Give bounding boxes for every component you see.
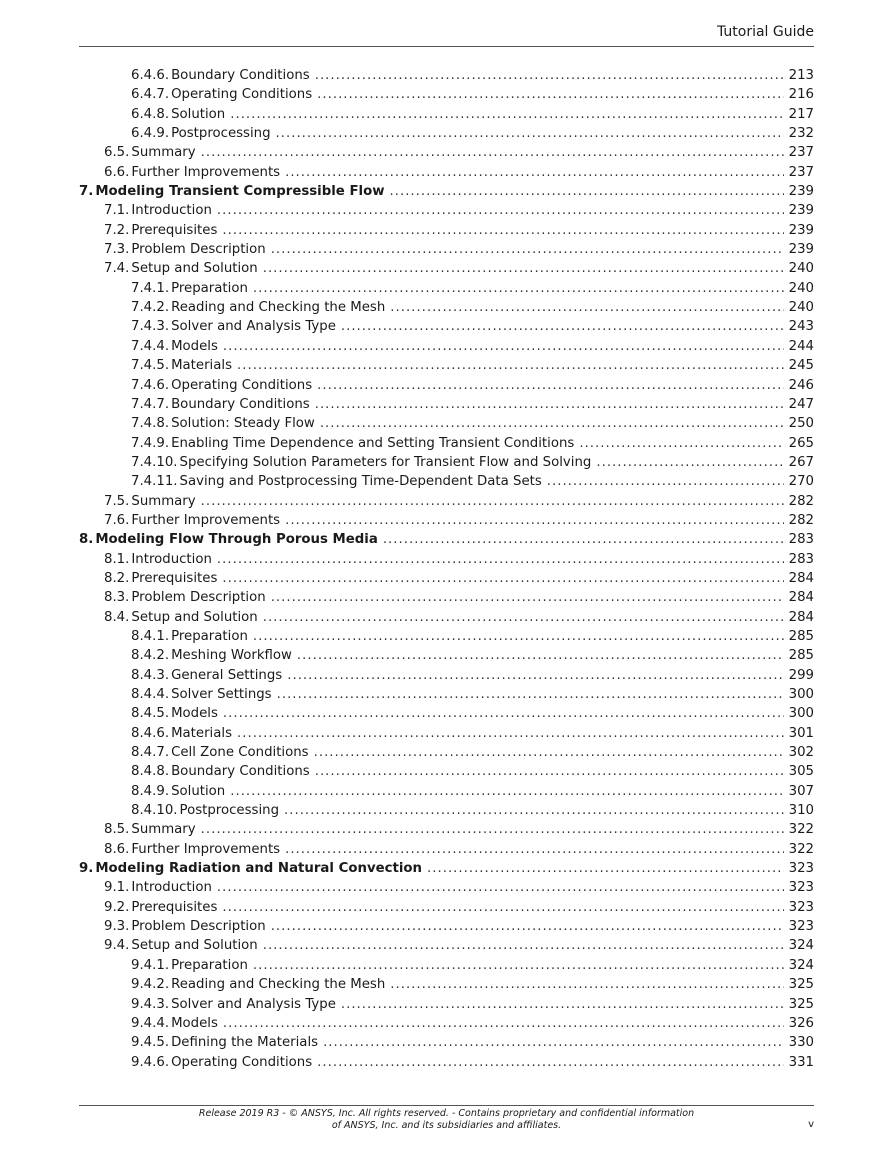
toc-dot-leader [253,956,784,975]
toc-entry[interactable] [79,182,814,201]
toc-entry[interactable] [79,472,814,491]
toc-entry-page: 323 [788,919,814,935]
toc-entry-number: 9.2. [104,899,130,915]
toc-entry-page: 267 [788,454,814,470]
toc-dot-leader [320,414,784,433]
toc-entry[interactable] [79,1014,814,1033]
toc-entry-page: 300 [788,687,814,702]
toc-entry[interactable] [79,530,814,549]
toc-entry-title: Problem Description [131,919,266,935]
toc-dot-leader [222,221,783,240]
toc-entry-title: Solution [171,106,226,122]
toc-entry[interactable] [79,337,814,356]
toc-dot-leader [579,434,783,453]
toc-entry-title: Summary [131,145,196,161]
toc-entry[interactable] [79,511,814,530]
toc-entry[interactable] [79,724,814,743]
toc-entry-number: 7.4.3. [131,319,170,335]
toc-entry-page: 244 [788,338,814,354]
toc-entry-page: 284 [788,570,814,586]
toc-entry-title: Reading and Checking the Mesh [171,300,386,316]
toc-entry-page: 239 [788,242,814,258]
toc-entry-page: 325 [788,977,814,993]
footer-copyright [79,1106,814,1132]
toc-entry[interactable] [79,492,814,511]
toc-dot-leader [253,627,784,646]
toc-entry-page: 239 [788,203,814,219]
toc-entry-number: 6.4.8. [131,106,170,122]
toc-entry[interactable] [79,762,814,781]
toc-entry-title: Materials [171,725,233,741]
toc-entry-number: 6.4.9. [131,126,170,142]
toc-entry-title: Saving and Postprocessing Time-Dependent Data Sets [179,474,542,490]
toc-entry-number: 8.5. [104,822,130,838]
toc-entry[interactable] [79,859,814,878]
toc-entry-page: 283 [788,551,814,567]
toc-entry-page: 240 [788,280,814,296]
toc-dot-leader [223,704,784,723]
toc-entry-page: 237 [788,164,814,180]
toc-entry-title: Setup and Solution [131,261,258,277]
toc-dot-leader [201,143,784,162]
toc-entry-page: 282 [788,512,814,528]
toc-dot-leader [237,356,784,375]
toc-dot-leader [287,666,783,685]
toc-entry-page: 310 [788,803,814,819]
toc-dot-leader [341,317,784,336]
toc-entry-page: 322 [788,841,814,857]
toc-entry-number: 6.4.7. [131,87,170,103]
toc-entry-title: Problem Description [131,242,266,258]
toc-entry-number: 8.1. [104,551,130,567]
toc-entry-page: 239 [788,184,814,200]
toc-entry-number: 7.6. [104,512,130,528]
toc-entry-title: Postprocessing [171,126,271,142]
toc-entry-page: 323 [788,861,814,877]
toc-entry[interactable] [79,221,814,240]
toc-dot-leader [315,66,784,85]
toc-entry-title: Further Improvements [131,841,281,857]
toc-entry-title: Further Improvements [131,512,281,528]
toc-entry-page: 250 [788,416,814,432]
toc-entry-number: 8.4.2. [131,648,170,664]
toc-dot-leader [217,878,784,897]
toc-dot-leader [390,298,783,317]
toc-dot-leader [223,1014,784,1033]
toc-entry-page: 247 [788,396,814,412]
toc-entry-number: 9.4.1. [131,957,170,973]
toc-entry-number: 9.4.5. [131,1035,170,1051]
toc-entry[interactable] [79,627,814,646]
toc-entry-number: 7. [79,184,94,200]
toc-dot-leader [390,975,783,994]
toc-entry-number: 8.6. [104,841,130,857]
toc-entry[interactable] [79,608,814,627]
toc-entry-number: 9.1. [104,880,130,896]
toc-entry-page: 284 [788,590,814,606]
toc-entry-number: 8.4.6. [131,725,170,741]
toc-dot-leader [297,646,784,665]
toc-entry[interactable] [79,105,814,124]
toc-dot-leader [230,105,783,124]
toc-dot-leader [201,492,784,511]
toc-entry[interactable] [79,820,814,839]
toc-entry-page: 322 [788,822,814,838]
toc-entry[interactable] [79,434,814,453]
toc-entry-title: Specifying Solution Parameters for Transient Flow and Solving [179,454,592,470]
toc-entry-number: 6.4.6. [131,68,170,83]
toc-entry-page: 326 [788,1015,814,1031]
toc-entry-page: 217 [788,106,814,122]
toc-entry-number: 8.3. [104,590,130,606]
toc-entry-page: 323 [788,880,814,896]
toc-entry-title: Solver and Analysis Type [171,319,336,335]
toc-entry-title: Preparation [171,957,248,973]
toc-entry-title: Summary [131,493,196,509]
toc-entry[interactable] [79,801,814,820]
toc-entry-page: 285 [788,628,814,644]
toc-entry-number: 8.2. [104,570,130,586]
toc-entry-page: 300 [788,706,814,722]
toc-dot-leader [253,279,784,298]
toc-entry[interactable] [79,240,814,259]
toc-entry-number: 7.1. [104,203,130,219]
toc-entry[interactable] [79,917,814,936]
toc-entry-page: 246 [788,377,814,393]
toc-entry[interactable] [79,1053,814,1072]
toc-entry-number: 7.2. [104,222,130,238]
toc-entry-title: Boundary Conditions [171,764,310,780]
footer-line-2: of ANSYS, Inc. and its subsidiaries and affiliates. [331,1120,562,1131]
toc-entry-page: 305 [788,764,814,780]
toc-entry-title: Prerequisites [131,899,218,915]
toc-entry[interactable] [79,85,814,104]
toc-entry-title: Solver Settings [171,687,272,702]
toc-dot-leader [314,743,784,762]
toc-entry-number: 7.4. [104,261,130,277]
toc-entry-number: 8.4.1. [131,628,170,644]
toc-dot-leader [201,820,784,839]
toc-entry[interactable] [79,163,814,182]
toc-entry-title: Modeling Flow Through Porous Media [95,532,378,548]
toc-entry-page: 216 [788,87,814,103]
toc-entry-page: 301 [788,725,814,741]
toc-entry-number: 8.4.4. [131,687,170,702]
toc-entry-number: 7.4.10. [131,454,178,470]
toc-entry[interactable] [79,259,814,278]
toc-entry-number: 7.3. [104,242,130,258]
toc-entry-title: Boundary Conditions [171,396,310,412]
toc-entry-page: 331 [788,1054,814,1070]
toc-entry-title: Solution [171,783,226,799]
toc-dot-leader [222,569,783,588]
toc-entry-title: Preparation [171,628,248,644]
toc-entry-title: General Settings [171,667,283,683]
toc-entry-title: Modeling Transient Compressible Flow [95,184,385,200]
toc-entry[interactable] [79,317,814,336]
toc-entry[interactable] [79,743,814,762]
toc-dot-leader [317,85,783,104]
toc-entry[interactable] [79,588,814,607]
toc-entry-title: Cell Zone Conditions [171,745,309,761]
toc-entry-number: 7.4.4. [131,338,170,354]
page-footer [79,1105,814,1146]
toc-entry-number: 9.4.3. [131,996,170,1012]
toc-dot-leader [341,995,784,1014]
toc-dot-leader [427,859,784,878]
toc-dot-leader [596,453,783,472]
toc-dot-leader [217,201,784,220]
page-header [79,24,814,47]
toc-entry-page: 240 [788,300,814,316]
header-title: Tutorial Guide [716,24,814,40]
toc-entry-title: Prerequisites [131,570,218,586]
toc-entry-title: Defining the Materials [171,1035,319,1051]
toc-entry[interactable] [79,453,814,472]
toc-dot-leader [383,530,784,549]
toc-entry-number: 8. [79,532,94,548]
toc-entry-title: Summary [131,822,196,838]
table-of-contents [79,66,814,1072]
toc-entry-page: 324 [788,938,814,954]
toc-entry-number: 8.4. [104,609,130,625]
toc-entry-title: Preparation [171,280,248,296]
toc-dot-leader [263,608,784,627]
toc-entry-page: 299 [788,667,814,683]
toc-entry-number: 8.4.7. [131,745,170,761]
toc-entry[interactable] [79,1033,814,1052]
toc-entry-title: Postprocessing [179,803,280,819]
toc-entry-title: Models [171,338,218,354]
toc-entry-page: 240 [788,261,814,277]
toc-entry[interactable] [79,143,814,162]
toc-entry-number: 8.4.8. [131,764,170,780]
toc-entry[interactable] [79,569,814,588]
toc-entry-page: 285 [788,648,814,664]
toc-entry[interactable] [79,898,814,917]
toc-entry-page: 284 [788,609,814,625]
toc-entry-number: 6.5. [104,145,130,161]
toc-dot-leader [276,124,784,143]
toc-entry[interactable] [79,356,814,375]
toc-entry[interactable] [79,975,814,994]
toc-entry[interactable] [79,66,814,85]
toc-entry-number: 9.4.2. [131,977,170,993]
toc-entry-page: 213 [788,68,814,83]
toc-entry-number: 6.6. [104,164,130,180]
toc-dot-leader [285,511,784,530]
toc-entry-number: 8.4.9. [131,783,170,799]
toc-entry-number: 7.4.1. [131,280,170,296]
toc-entry-page: 239 [788,222,814,238]
toc-entry-title: Models [171,1015,218,1031]
toc-dot-leader [222,898,783,917]
toc-dot-leader [277,685,784,704]
toc-entry[interactable] [79,550,814,569]
toc-entry[interactable] [79,840,814,859]
toc-entry-page: 245 [788,358,814,374]
toc-entry-page: 302 [788,745,814,761]
toc-entry-number: 9. [79,861,94,877]
toc-entry-page: 323 [788,899,814,915]
toc-entry-title: Materials [171,358,233,374]
toc-entry-title: Operating Conditions [171,87,313,103]
toc-entry-number: 7.4.5. [131,358,170,374]
toc-entry[interactable] [79,124,814,143]
toc-entry-number: 8.4.3. [131,667,170,683]
toc-entry-page: 243 [788,319,814,335]
toc-entry-title: Introduction [131,203,212,219]
toc-entry-title: Boundary Conditions [171,68,310,83]
toc-entry-number: 7.5. [104,493,130,509]
toc-dot-leader [285,163,784,182]
toc-entry-page: 283 [788,532,814,548]
toc-dot-leader [263,259,784,278]
toc-entry-number: 9.4. [104,938,130,954]
toc-dot-leader [230,782,783,801]
toc-entry[interactable] [79,956,814,975]
toc-dot-leader [390,182,784,201]
toc-dot-leader [263,936,784,955]
toc-dot-leader [315,395,784,414]
toc-entry-title: Operating Conditions [171,1054,313,1070]
toc-entry-title: Introduction [131,880,212,896]
toc-entry-number: 8.4.10. [131,803,178,819]
toc-entry-title: Introduction [131,551,212,567]
toc-dot-leader [323,1033,784,1052]
toc-entry[interactable] [79,995,814,1014]
toc-entry[interactable] [79,395,814,414]
toc-entry[interactable] [79,936,814,955]
toc-entry-page: 307 [788,783,814,799]
toc-entry[interactable] [79,298,814,317]
toc-entry-number: 7.4.6. [131,377,170,393]
toc-entry-title: Solution: Steady Flow [171,416,315,432]
toc-entry-page: 265 [788,435,814,451]
toc-entry-number: 7.4.8. [131,416,170,432]
toc-dot-leader [223,337,784,356]
toc-entry-page: 324 [788,957,814,973]
toc-entry-page: 232 [788,126,814,142]
toc-entry-title: Solver and Analysis Type [171,996,336,1012]
toc-entry[interactable] [79,414,814,433]
toc-entry[interactable] [79,704,814,723]
toc-dot-leader [217,550,784,569]
toc-entry[interactable] [79,782,814,801]
toc-entry-number: 7.4.9. [131,435,170,451]
toc-entry-title: Further Improvements [131,164,281,180]
toc-dot-leader [547,472,784,491]
toc-dot-leader [271,240,784,259]
toc-entry-page: 330 [788,1035,814,1051]
toc-dot-leader [237,724,784,743]
toc-entry[interactable] [79,878,814,897]
toc-entry-title: Operating Conditions [171,377,313,393]
toc-entry-title: Prerequisites [131,222,218,238]
toc-entry-title: Setup and Solution [131,938,258,954]
toc-entry[interactable] [79,646,814,665]
toc-entry-number: 9.4.4. [131,1015,170,1031]
toc-dot-leader [315,762,784,781]
toc-entry-page: 237 [788,145,814,161]
toc-entry[interactable] [79,201,814,220]
toc-entry[interactable] [79,666,814,685]
toc-entry-number: 8.4.5. [131,706,170,722]
footer-page-number: v [808,1119,814,1130]
toc-entry-number: 7.4.7. [131,396,170,412]
footer-line-1: Release 2019 R3 - © ANSYS, Inc. All rights reserved. - Contains proprietary and confidential information [198,1108,695,1119]
toc-dot-leader [317,1053,783,1072]
toc-entry-number: 7.4.2. [131,300,170,316]
toc-entry[interactable] [79,685,814,704]
toc-dot-leader [285,840,784,859]
toc-dot-leader [284,801,784,820]
toc-entry-page: 325 [788,996,814,1012]
toc-entry[interactable] [79,376,814,395]
toc-entry-number: 9.4.6. [131,1054,170,1070]
toc-dot-leader [271,588,784,607]
toc-entry-title: Setup and Solution [131,609,258,625]
toc-entry-page: 270 [788,474,814,490]
toc-dot-leader [317,376,783,395]
toc-entry-title: Models [171,706,218,722]
toc-entry-title: Modeling Radiation and Natural Convection [95,861,423,877]
toc-entry[interactable] [79,279,814,298]
toc-entry-title: Enabling Time Dependence and Setting Transient Conditions [171,435,575,451]
toc-entry-title: Reading and Checking the Mesh [171,977,386,993]
toc-entry-title: Problem Description [131,590,266,606]
toc-entry-number: 9.3. [104,919,130,935]
toc-entry-page: 282 [788,493,814,509]
toc-entry-title: Meshing Workflow [171,648,292,664]
toc-dot-leader [271,917,784,936]
toc-entry-number: 7.4.11. [131,474,178,490]
